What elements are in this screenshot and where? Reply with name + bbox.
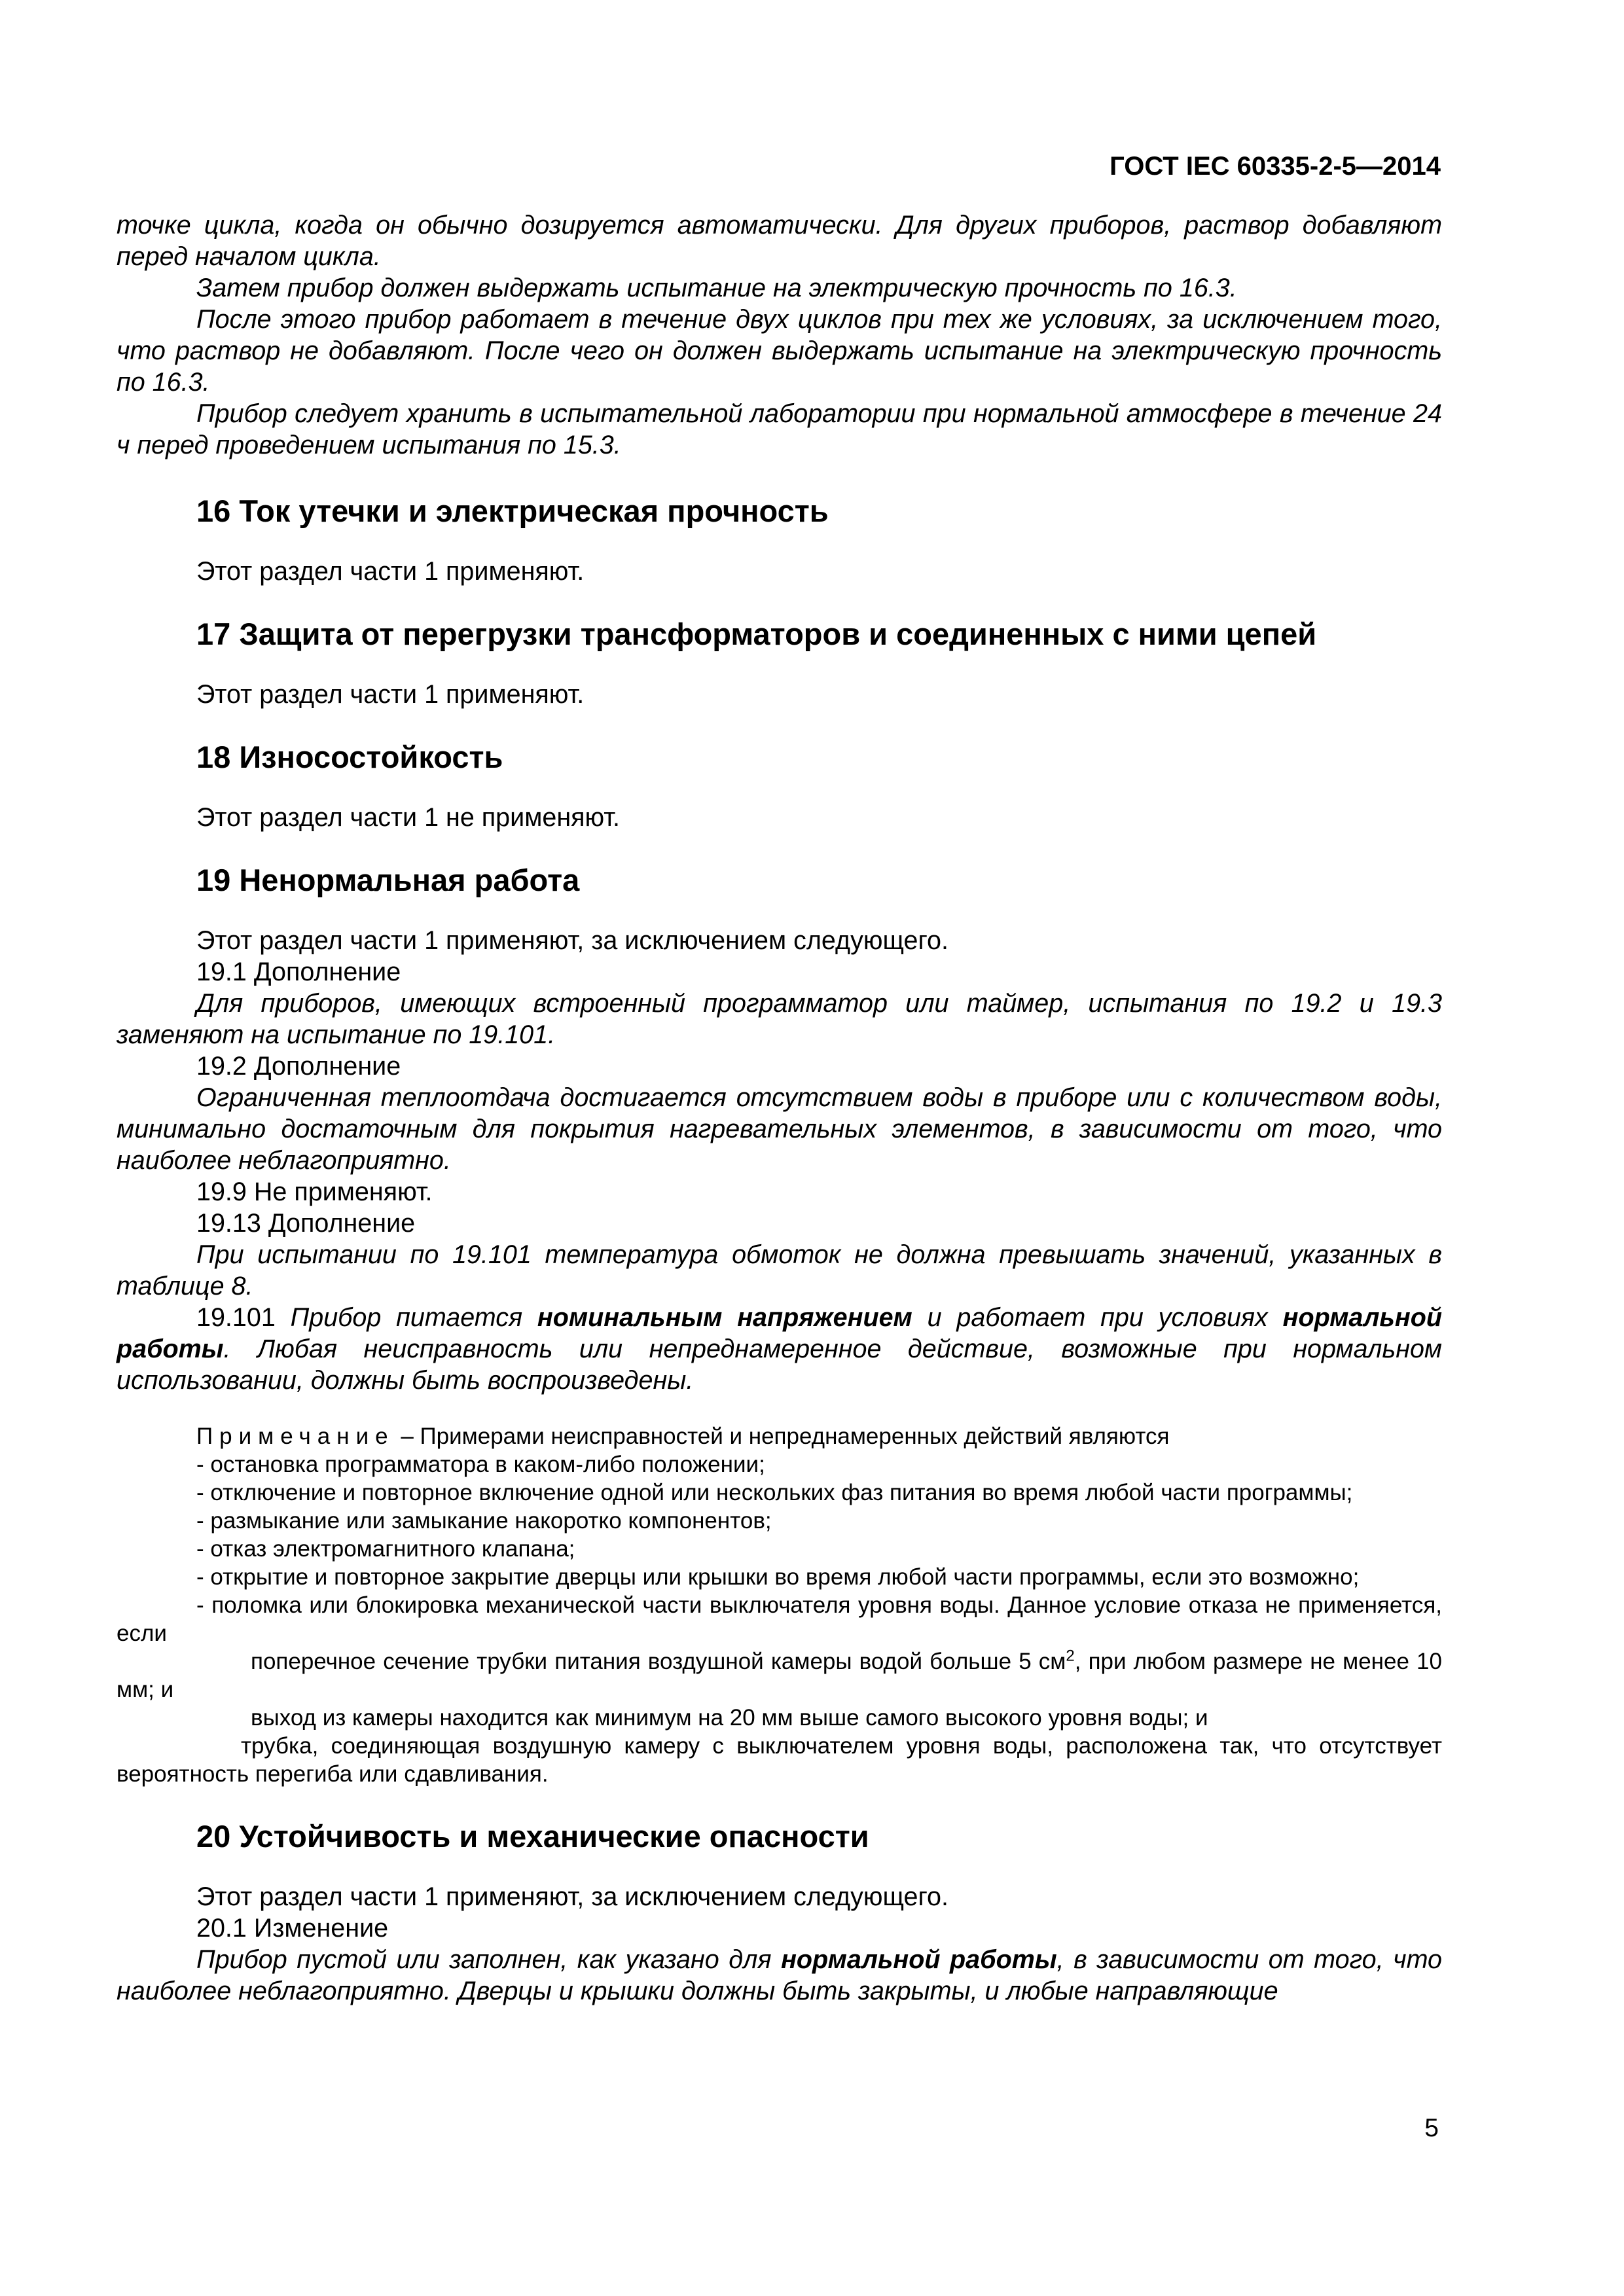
clause-19-101-text-a: Прибор питается: [275, 1303, 537, 1332]
clause-20-1-text-a: Прибор пустой или заполнен, как указано для: [196, 1945, 782, 1974]
note-superscript: 2: [1066, 1647, 1075, 1665]
section-18-body: Этот раздел части 1 не применяют.: [196, 803, 620, 832]
document-header: ГОСТ IEC 60335-2-5—2014: [1110, 152, 1441, 181]
note-item: - отключение и повторное включение одной или нескольких фаз питания во время любой части программы;: [196, 1480, 1353, 1505]
note-item: - остановка программатора в каком-либо положении;: [196, 1452, 765, 1477]
intro-paragraph-3: После этого прибор работает в течение двух циклов при тех же условиях, за исключением того, что раствор не добавляют. После чего он должен выдержать испытание на электрическую прочность по 16.3.: [117, 305, 1442, 397]
section-16-body: Этот раздел части 1 применяют.: [196, 557, 585, 586]
section-17-body: Этот раздел части 1 применяют.: [196, 680, 585, 709]
clause-19-101-text-e: . Любая неисправность или непреднамеренное действие, возможные при нормальном использовании, должны быть воспроизведены.: [117, 1335, 1442, 1395]
note-item: - размыкание или замыкание накоротко компонентов;: [196, 1508, 772, 1534]
note-subitem-text-b: , при любом размере не менее 10 мм; и: [117, 1649, 1442, 1702]
note-block: [117, 1422, 1442, 1788]
term-rated-voltage: номинальным напряжением: [537, 1303, 912, 1332]
section-17-heading: 17 Защита от перегрузки трансформаторов и соединенных с ними цепей: [196, 617, 1317, 651]
clause-19-1-heading: 19.1 Дополнение: [196, 958, 401, 986]
term-normal-operation: нормальной работы: [781, 1945, 1057, 1974]
page-content: [117, 209, 1442, 2007]
clause-19-101-number: 19.101: [196, 1303, 276, 1332]
section-16-heading: 16 Ток утечки и электрическая прочность: [196, 493, 829, 528]
clause-19-9: 19.9 Не применяют.: [196, 1177, 433, 1206]
note-item: - открытие и повторное закрытие дверцы или крышки во время любой части программы, если это возможно;: [196, 1564, 1360, 1590]
section-20-body: Этот раздел части 1 применяют, за исключением следующего.: [196, 1882, 948, 1911]
note-subitem-text-a: поперечное сечение трубки питания воздушной камеры водой больше 5 см: [251, 1649, 1066, 1674]
section-18-heading: 18 Износостойкость: [196, 740, 503, 774]
note-subitem: [117, 1647, 1442, 1704]
intro-paragraph-4: Прибор следует хранить в испытательной лаборатории при нормальной атмосфере в течение 24 ч перед проведением испытания по 15.3.: [117, 399, 1442, 459]
note-label: Примечание: [196, 1424, 395, 1449]
clause-19-101-text-c: и работает при условиях: [912, 1303, 1283, 1332]
clause-19-13-text: При испытании по 19.101 температура обмоток не должна превышать значений, указанных в таблице 8.: [117, 1240, 1442, 1300]
term-normal-operation: нормальной работы: [117, 1303, 1442, 1363]
note-intro: [117, 1422, 1442, 1450]
clause-19-1-text: Для приборов, имеющих встроенный программатор или таймер, испытания по 19.2 и 19.3 заменяют на испытание по 19.101.: [117, 989, 1442, 1049]
note-item: - отказ электромагнитного клапана;: [196, 1536, 575, 1562]
clause-19-2-text: Ограниченная теплоотдача достигается отсутствием воды в приборе или с количеством воды, минимально достаточным для покрытия нагревательных элементов, в зависимости от того, что наиболее неблагоприятно.: [117, 1083, 1442, 1175]
clause-19-13-heading: 19.13 Дополнение: [196, 1209, 416, 1238]
page-number: 5: [1424, 2114, 1439, 2142]
section-19-heading: 19 Ненормальная работа: [196, 863, 580, 897]
clause-20-1-text-c: , в зависимости от того, что наиболее неблагоприятно. Дверцы и крышки должны быть закрыты, и любые направляющие: [117, 1945, 1443, 2005]
clause-20-1-text: [117, 1944, 1442, 2007]
intro-paragraph-2: Затем прибор должен выдержать испытание на электрическую прочность по 16.3.: [196, 274, 1237, 302]
note-subitem: выход из камеры находится как минимум на 20 мм выше самого высокого уровня воды; и: [251, 1705, 1208, 1731]
note-subitem: трубка, соединяющая воздушную камеру с выключателем уровня воды, расположена так, что отсутствует вероятность перегиба или сдавливания.: [117, 1733, 1442, 1787]
clause-20-1-heading: 20.1 Изменение: [196, 1914, 389, 1943]
clause-19-2-heading: 19.2 Дополнение: [196, 1052, 401, 1081]
intro-paragraph-1: точке цикла, когда он обычно дозируется автоматически. Для других приборов, раствор добавляют перед началом цикла.: [117, 211, 1442, 271]
section-19-body: Этот раздел части 1 применяют, за исключением следующего.: [196, 926, 948, 955]
clause-19-101: [117, 1302, 1442, 1396]
note-intro-text: – Примерами неисправностей и непреднамеренных действий являются: [394, 1424, 1170, 1449]
note-item: - поломка или блокировка механической части выключателя уровня воды. Данное условие отказа не применяется, если: [117, 1592, 1442, 1646]
section-20-heading: 20 Устойчивость и механические опасности: [196, 1819, 869, 1854]
